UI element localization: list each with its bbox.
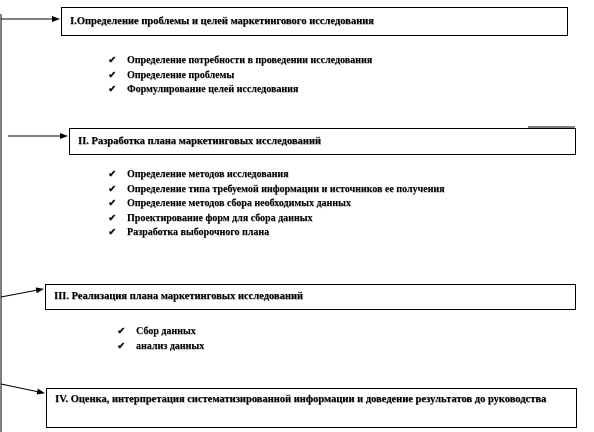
list-item: ✔ Определение типа требуемой информации и источников ее получения [108,183,497,198]
list-item: ✔ Определение методов исследования [108,168,508,183]
list-item: ✔ Определение проблемы [108,69,528,84]
arrow-stage-3 [1,289,43,297]
check-icon: ✔ [108,198,117,210]
stage-3-list [117,325,417,354]
list-item: ✔ Определение методов сбора необходимых данных [108,197,508,212]
stage-2-box [69,128,576,155]
stage-1-box [61,7,568,36]
check-icon: ✔ [108,212,117,224]
stage-2-title: II. Разработка плана маркетинговых исследований [78,135,321,147]
check-icon: ✔ [108,169,117,180]
check-icon: ✔ [117,326,126,337]
stage-1-list [108,54,528,98]
stage-3-box [45,284,576,310]
list-item: ✔ Разработка выборочного плана [108,226,508,241]
check-icon: ✔ [108,183,117,195]
stage-4-title: IV. Оценка, интерпретация систематизированной информации и доведение результатов до руководства [55,394,547,405]
check-icon: ✔ [108,69,117,81]
list-item: ✔ Сбор данных [117,325,417,340]
check-icon: ✔ [117,340,126,352]
stage-2-list [108,168,508,241]
stage-4-box [46,388,577,428]
stage-1-title: I.Определение проблемы и целей маркетингового исследования [70,15,374,27]
stage-3-title: III. Реализация плана маркетинговых исследований [54,291,303,302]
list-item: ✔ Проектирование форм для сбора данных [108,212,508,227]
check-icon: ✔ [108,227,117,239]
list-item: ✔ Определение потребности в проведении исследования [108,54,528,69]
arrow-stage-4 [1,384,44,393]
check-icon: ✔ [108,55,117,66]
check-icon: ✔ [108,84,117,96]
list-item: ✔ анализ данных [117,340,417,355]
list-item: ✔ Формулирование целей исследования [108,83,528,98]
